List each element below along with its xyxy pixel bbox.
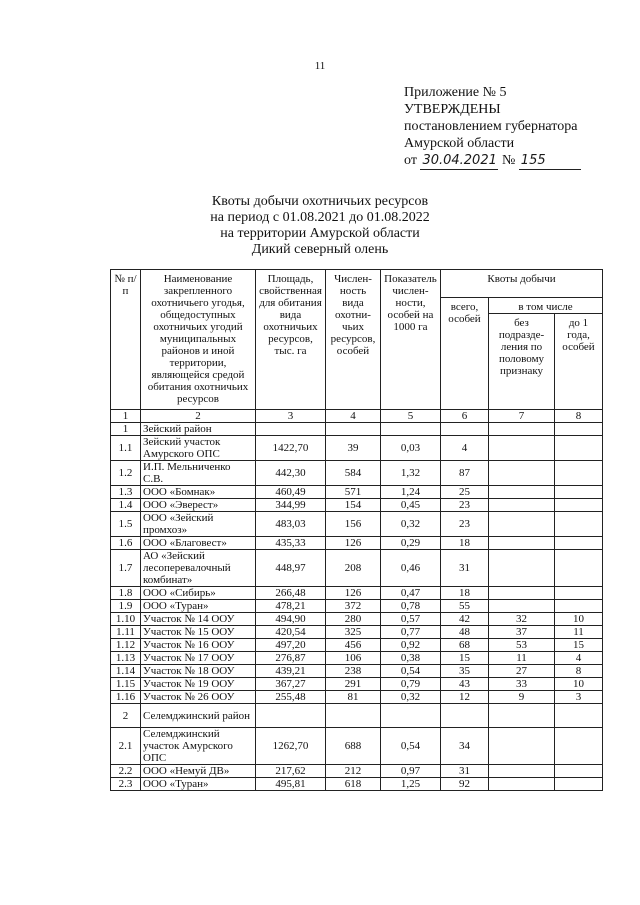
- quota-under-one: [555, 587, 603, 600]
- quota-total: [441, 423, 489, 436]
- area-name: И.П. Мельниченко С.В.: [141, 461, 256, 486]
- population: 126: [326, 587, 381, 600]
- row-number: 1.3: [111, 486, 141, 499]
- area-name: Участок № 14 ООУ: [141, 613, 256, 626]
- table-row: [111, 652, 603, 665]
- density: [381, 423, 441, 436]
- quota-under-one: [555, 537, 603, 550]
- quota-no-sex: [489, 461, 555, 486]
- quota-total: 18: [441, 587, 489, 600]
- quota-under-one: [555, 765, 603, 778]
- row-number: 1.1: [111, 436, 141, 461]
- area-name: Участок № 15 ООУ: [141, 626, 256, 639]
- density: 0,77: [381, 626, 441, 639]
- population: 106: [326, 652, 381, 665]
- row-number: 1.14: [111, 665, 141, 678]
- table-row: [111, 600, 603, 613]
- density: 0,29: [381, 537, 441, 550]
- quota-under-one: 15: [555, 639, 603, 652]
- quota-total: 12: [441, 691, 489, 704]
- area-size: 266,48: [256, 587, 326, 600]
- quota-no-sex: [489, 587, 555, 600]
- header-population: Числен-ность вида охотни-чьих ресурсов, особей: [326, 270, 381, 410]
- population: 154: [326, 499, 381, 512]
- area-name: Зейский район: [141, 423, 256, 436]
- quota-under-one: [555, 486, 603, 499]
- row-number: 2.3: [111, 778, 141, 791]
- quota-under-one: [555, 704, 603, 728]
- title-line-4: Дикий северный олень: [251, 242, 389, 257]
- population: 212: [326, 765, 381, 778]
- header-quota-group: Квоты добычи: [441, 270, 603, 298]
- density: 0,46: [381, 550, 441, 587]
- header-total: всего, особей: [441, 298, 489, 410]
- column-number: 2: [141, 410, 256, 423]
- area-size: 276,87: [256, 652, 326, 665]
- quota-under-one: 10: [555, 678, 603, 691]
- density: 0,79: [381, 678, 441, 691]
- quota-no-sex: [489, 486, 555, 499]
- population: 39: [326, 436, 381, 461]
- quota-total: 31: [441, 765, 489, 778]
- approval-block: [404, 84, 614, 170]
- population: [326, 423, 381, 436]
- title-line-1: Квоты добычи охотничьих ресурсов: [211, 194, 429, 209]
- table-row: [111, 626, 603, 639]
- column-number: 7: [489, 410, 555, 423]
- area-size: 460,49: [256, 486, 326, 499]
- row-number: 2: [111, 704, 141, 728]
- quota-no-sex: [489, 423, 555, 436]
- area-size: 442,30: [256, 461, 326, 486]
- quota-under-one: [555, 461, 603, 486]
- area-name: Участок № 17 ООУ: [141, 652, 256, 665]
- area-name: ООО «Бомнак»: [141, 486, 256, 499]
- density: 0,54: [381, 728, 441, 765]
- area-name: ООО «Эверест»: [141, 499, 256, 512]
- density: 1,24: [381, 486, 441, 499]
- row-number: 1.2: [111, 461, 141, 486]
- table-row: [111, 765, 603, 778]
- table-row: [111, 704, 603, 728]
- area-size: 367,27: [256, 678, 326, 691]
- area-size: 344,99: [256, 499, 326, 512]
- quota-no-sex: [489, 778, 555, 791]
- column-number: 1: [111, 410, 141, 423]
- population: 156: [326, 512, 381, 537]
- population: 208: [326, 550, 381, 587]
- row-number: 2.2: [111, 765, 141, 778]
- area-name: Участок № 26 ООУ: [141, 691, 256, 704]
- row-number: 2.1: [111, 728, 141, 765]
- row-number: 1.12: [111, 639, 141, 652]
- header-area: Площадь, свойственная для обитания вида охотничьих ресурсов, тыс. га: [256, 270, 326, 410]
- header-no-sex-division: без подразде-ления по половому признаку: [489, 314, 555, 410]
- number-handwritten: 155: [519, 152, 581, 170]
- quota-no-sex: [489, 600, 555, 613]
- area-size: 1422,70: [256, 436, 326, 461]
- quota-total: 18: [441, 537, 489, 550]
- quota-no-sex: [489, 704, 555, 728]
- quota-no-sex: [489, 550, 555, 587]
- table-row: [111, 587, 603, 600]
- population: 584: [326, 461, 381, 486]
- area-name: Участок № 19 ООУ: [141, 678, 256, 691]
- density: 0,97: [381, 765, 441, 778]
- table-row: [111, 691, 603, 704]
- quota-total: 4: [441, 436, 489, 461]
- quota-no-sex: [489, 499, 555, 512]
- page-number: 11: [314, 60, 326, 72]
- row-number: 1.13: [111, 652, 141, 665]
- quota-total: 35: [441, 665, 489, 678]
- population: 81: [326, 691, 381, 704]
- row-number: 1.6: [111, 537, 141, 550]
- quota-no-sex: 32: [489, 613, 555, 626]
- quota-under-one: [555, 512, 603, 537]
- quota-total: [441, 704, 489, 728]
- density: 0,78: [381, 600, 441, 613]
- table-row: [111, 613, 603, 626]
- density: 0,92: [381, 639, 441, 652]
- title-line-3: на территории Амурской области: [220, 226, 420, 241]
- quota-no-sex: [489, 765, 555, 778]
- table-row: [111, 499, 603, 512]
- column-number-row: [111, 410, 603, 423]
- density: 0,38: [381, 652, 441, 665]
- area-size: 420,54: [256, 626, 326, 639]
- quota-under-one: [555, 436, 603, 461]
- row-number: 1.9: [111, 600, 141, 613]
- table-row: [111, 461, 603, 486]
- quota-total: 42: [441, 613, 489, 626]
- quota-total: 25: [441, 486, 489, 499]
- area-name: ООО «Сибирь»: [141, 587, 256, 600]
- area-size: 497,20: [256, 639, 326, 652]
- row-number: 1: [111, 423, 141, 436]
- area-size: 435,33: [256, 537, 326, 550]
- quota-no-sex: 53: [489, 639, 555, 652]
- area-size: 255,48: [256, 691, 326, 704]
- column-number: 6: [441, 410, 489, 423]
- quota-no-sex: 11: [489, 652, 555, 665]
- quota-total: 92: [441, 778, 489, 791]
- quota-no-sex: [489, 436, 555, 461]
- table-row: [111, 423, 603, 436]
- density: 1,32: [381, 461, 441, 486]
- area-name: Селемджинский участок Амурского ОПС: [141, 728, 256, 765]
- population: 238: [326, 665, 381, 678]
- quota-under-one: 4: [555, 652, 603, 665]
- density: 0,03: [381, 436, 441, 461]
- row-number: 1.16: [111, 691, 141, 704]
- header-under-one-year: до 1 года, особей: [555, 314, 603, 410]
- density: 0,54: [381, 665, 441, 678]
- quota-total: 48: [441, 626, 489, 639]
- approval-line-1: постановлением губернатора: [404, 119, 578, 134]
- quota-total: 43: [441, 678, 489, 691]
- area-size: 483,03: [256, 512, 326, 537]
- population: 571: [326, 486, 381, 499]
- area-size: [256, 704, 326, 728]
- date-number-row: [404, 152, 614, 170]
- area-size: 1262,70: [256, 728, 326, 765]
- header-name: Наименование закрепленного охотничьего угодья, общедоступных охотничьих угодий муниципальных районов и иной территории, являющейся средой обитания охотничьих ресурсов: [141, 270, 256, 410]
- document-title: [0, 194, 640, 258]
- header-number: № п/п: [111, 270, 141, 410]
- row-number: 1.5: [111, 512, 141, 537]
- quota-under-one: 3: [555, 691, 603, 704]
- population: 372: [326, 600, 381, 613]
- quota-under-one: 8: [555, 665, 603, 678]
- area-name: ООО «Зейский промхоз»: [141, 512, 256, 537]
- density: 0,57: [381, 613, 441, 626]
- quota-under-one: [555, 600, 603, 613]
- quota-no-sex: 27: [489, 665, 555, 678]
- row-number: 1.10: [111, 613, 141, 626]
- area-name: Зейский участок Амурского ОПС: [141, 436, 256, 461]
- area-name: АО «Зейский лесоперевалочный комбинат»: [141, 550, 256, 587]
- quota-total: 87: [441, 461, 489, 486]
- quota-no-sex: 9: [489, 691, 555, 704]
- quota-no-sex: [489, 512, 555, 537]
- column-number: 5: [381, 410, 441, 423]
- row-number: 1.15: [111, 678, 141, 691]
- column-number: 8: [555, 410, 603, 423]
- column-number: 3: [256, 410, 326, 423]
- area-size: 494,90: [256, 613, 326, 626]
- quota-total: 34: [441, 728, 489, 765]
- population: 688: [326, 728, 381, 765]
- column-number: 4: [326, 410, 381, 423]
- quota-under-one: [555, 778, 603, 791]
- density: [381, 704, 441, 728]
- quota-under-one: 10: [555, 613, 603, 626]
- quota-no-sex: 33: [489, 678, 555, 691]
- area-name: ООО «Туран»: [141, 600, 256, 613]
- table-row: [111, 537, 603, 550]
- quota-total: 15: [441, 652, 489, 665]
- quota-under-one: 11: [555, 626, 603, 639]
- quota-no-sex: [489, 728, 555, 765]
- header-density: Показатель числен-ности, особей на 1000 га: [381, 270, 441, 410]
- table-row: [111, 778, 603, 791]
- quota-no-sex: 37: [489, 626, 555, 639]
- quota-table: [110, 269, 603, 791]
- population: 291: [326, 678, 381, 691]
- area-size: 448,97: [256, 550, 326, 587]
- area-name: ООО «Благовест»: [141, 537, 256, 550]
- density: 1,25: [381, 778, 441, 791]
- area-size: 217,62: [256, 765, 326, 778]
- row-number: 1.11: [111, 626, 141, 639]
- quota-total: 55: [441, 600, 489, 613]
- row-number: 1.7: [111, 550, 141, 587]
- table-row: [111, 728, 603, 765]
- table-row: [111, 550, 603, 587]
- table-row: [111, 665, 603, 678]
- quota-under-one: [555, 550, 603, 587]
- quota-under-one: [555, 423, 603, 436]
- approved-label: УТВЕРЖДЕНЫ: [404, 102, 501, 117]
- row-number: 1.8: [111, 587, 141, 600]
- number-prefix: №: [501, 153, 516, 168]
- population: 126: [326, 537, 381, 550]
- header-including: в том числе: [489, 298, 603, 314]
- density: 0,32: [381, 691, 441, 704]
- date-handwritten: 30.04.2021: [422, 153, 497, 168]
- area-name: Участок № 16 ООУ: [141, 639, 256, 652]
- population: 325: [326, 626, 381, 639]
- area-size: 439,21: [256, 665, 326, 678]
- population: 456: [326, 639, 381, 652]
- area-name: ООО «Немуй ДВ»: [141, 765, 256, 778]
- table-row: [111, 678, 603, 691]
- title-line-2: на период с 01.08.2021 до 01.08.2022: [210, 210, 430, 225]
- quota-total: 23: [441, 499, 489, 512]
- area-name: Участок № 18 ООУ: [141, 665, 256, 678]
- quota-under-one: [555, 728, 603, 765]
- population: 280: [326, 613, 381, 626]
- population: 618: [326, 778, 381, 791]
- area-name: Селемджинский район: [141, 704, 256, 728]
- quota-no-sex: [489, 537, 555, 550]
- population: [326, 704, 381, 728]
- row-number: 1.4: [111, 499, 141, 512]
- quota-total: 31: [441, 550, 489, 587]
- density: 0,45: [381, 499, 441, 512]
- table-row: [111, 436, 603, 461]
- appendix-label: Приложение № 5: [404, 85, 507, 100]
- density: 0,47: [381, 587, 441, 600]
- quota-total: 23: [441, 512, 489, 537]
- area-name: ООО «Туран»: [141, 778, 256, 791]
- table-row: [111, 486, 603, 499]
- area-size: 478,21: [256, 600, 326, 613]
- area-size: [256, 423, 326, 436]
- density: 0,32: [381, 512, 441, 537]
- table-row: [111, 639, 603, 652]
- quota-total: 68: [441, 639, 489, 652]
- quota-under-one: [555, 499, 603, 512]
- table-row: [111, 512, 603, 537]
- date-prefix: от: [404, 153, 417, 168]
- approval-line-2: Амурской области: [404, 136, 515, 151]
- area-size: 495,81: [256, 778, 326, 791]
